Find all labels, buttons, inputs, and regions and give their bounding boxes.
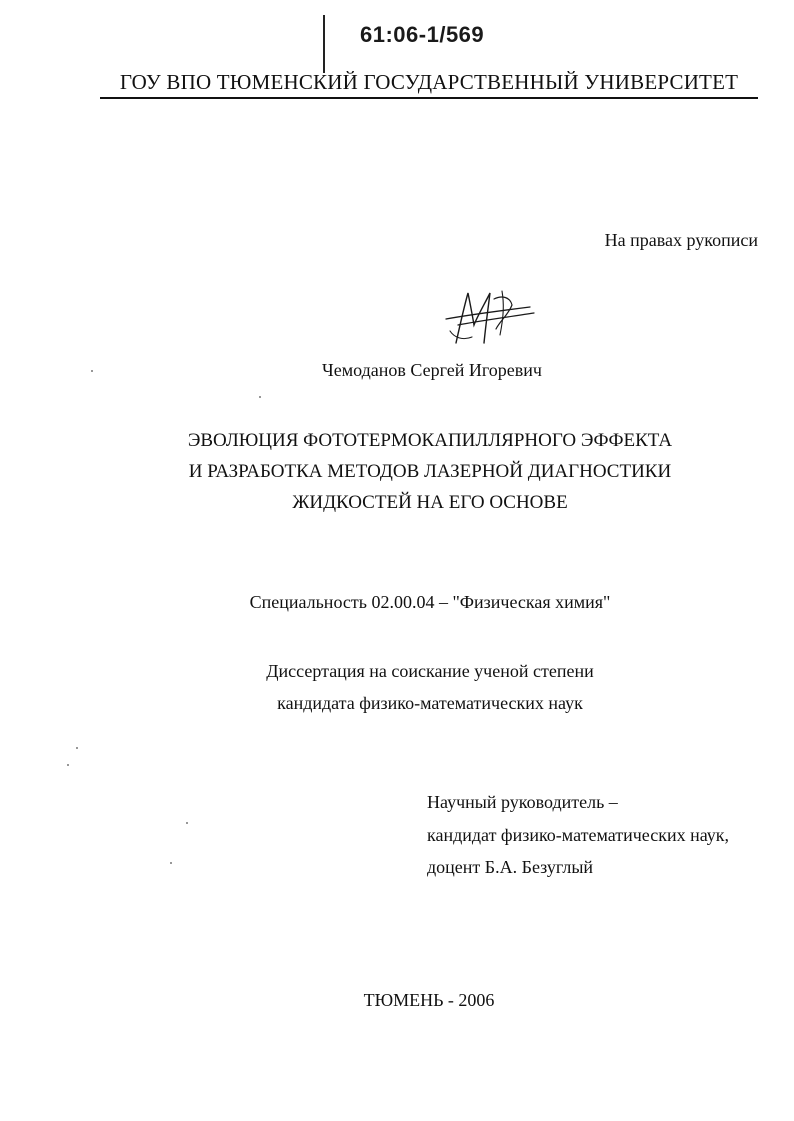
scan-speck xyxy=(259,396,261,398)
title-line: ЭВОЛЮЦИЯ ФОТОТЕРМОКАПИЛЛЯРНОГО ЭФФЕКТА xyxy=(187,430,673,451)
degree-statement xyxy=(0,655,794,719)
supervisor-info xyxy=(427,786,729,884)
title-line: ЖИДКОСТЕЙ НА ЕГО ОСНОВЕ xyxy=(292,492,568,513)
supervisor-line: кандидат физико-математических наук, xyxy=(427,824,730,845)
scan-speck xyxy=(67,764,69,766)
degree-line: кандидата физико-математических наук xyxy=(277,693,583,713)
author-name: Чемоданов Сергей Игоревич xyxy=(322,360,542,380)
manuscript-rights-note: На правах рукописи xyxy=(604,230,758,250)
specialty-line: Специальность 02.00.04 – "Физическая химия" xyxy=(249,592,611,612)
degree-line: Диссертация на соискание ученой степени xyxy=(266,661,594,681)
scan-speck xyxy=(76,747,78,749)
signature-icon xyxy=(438,285,538,350)
title-line: И РАЗРАБОТКА МЕТОДОВ ЛАЗЕРНОЙ ДИАГНОСТИКИ xyxy=(188,461,672,482)
stamp-vertical-line xyxy=(323,15,325,73)
dissertation-title xyxy=(0,425,794,518)
archive-stamp-code: 61:06-1/569 xyxy=(360,22,485,47)
supervisor-line: доцент Б.А. Безуглый xyxy=(427,857,594,877)
scan-speck xyxy=(91,370,93,372)
header-rule xyxy=(100,97,758,99)
institution-name: ГОУ ВПО ТЮМЕНСКИЙ ГОСУДАРСТВЕННЫЙ УНИВЕРСИТЕТ xyxy=(119,70,739,94)
city-year: ТЮМЕНЬ - 2006 xyxy=(363,990,495,1010)
supervisor-line: Научный руководитель – xyxy=(427,792,618,812)
scan-speck xyxy=(170,862,172,864)
scan-speck xyxy=(186,822,188,824)
